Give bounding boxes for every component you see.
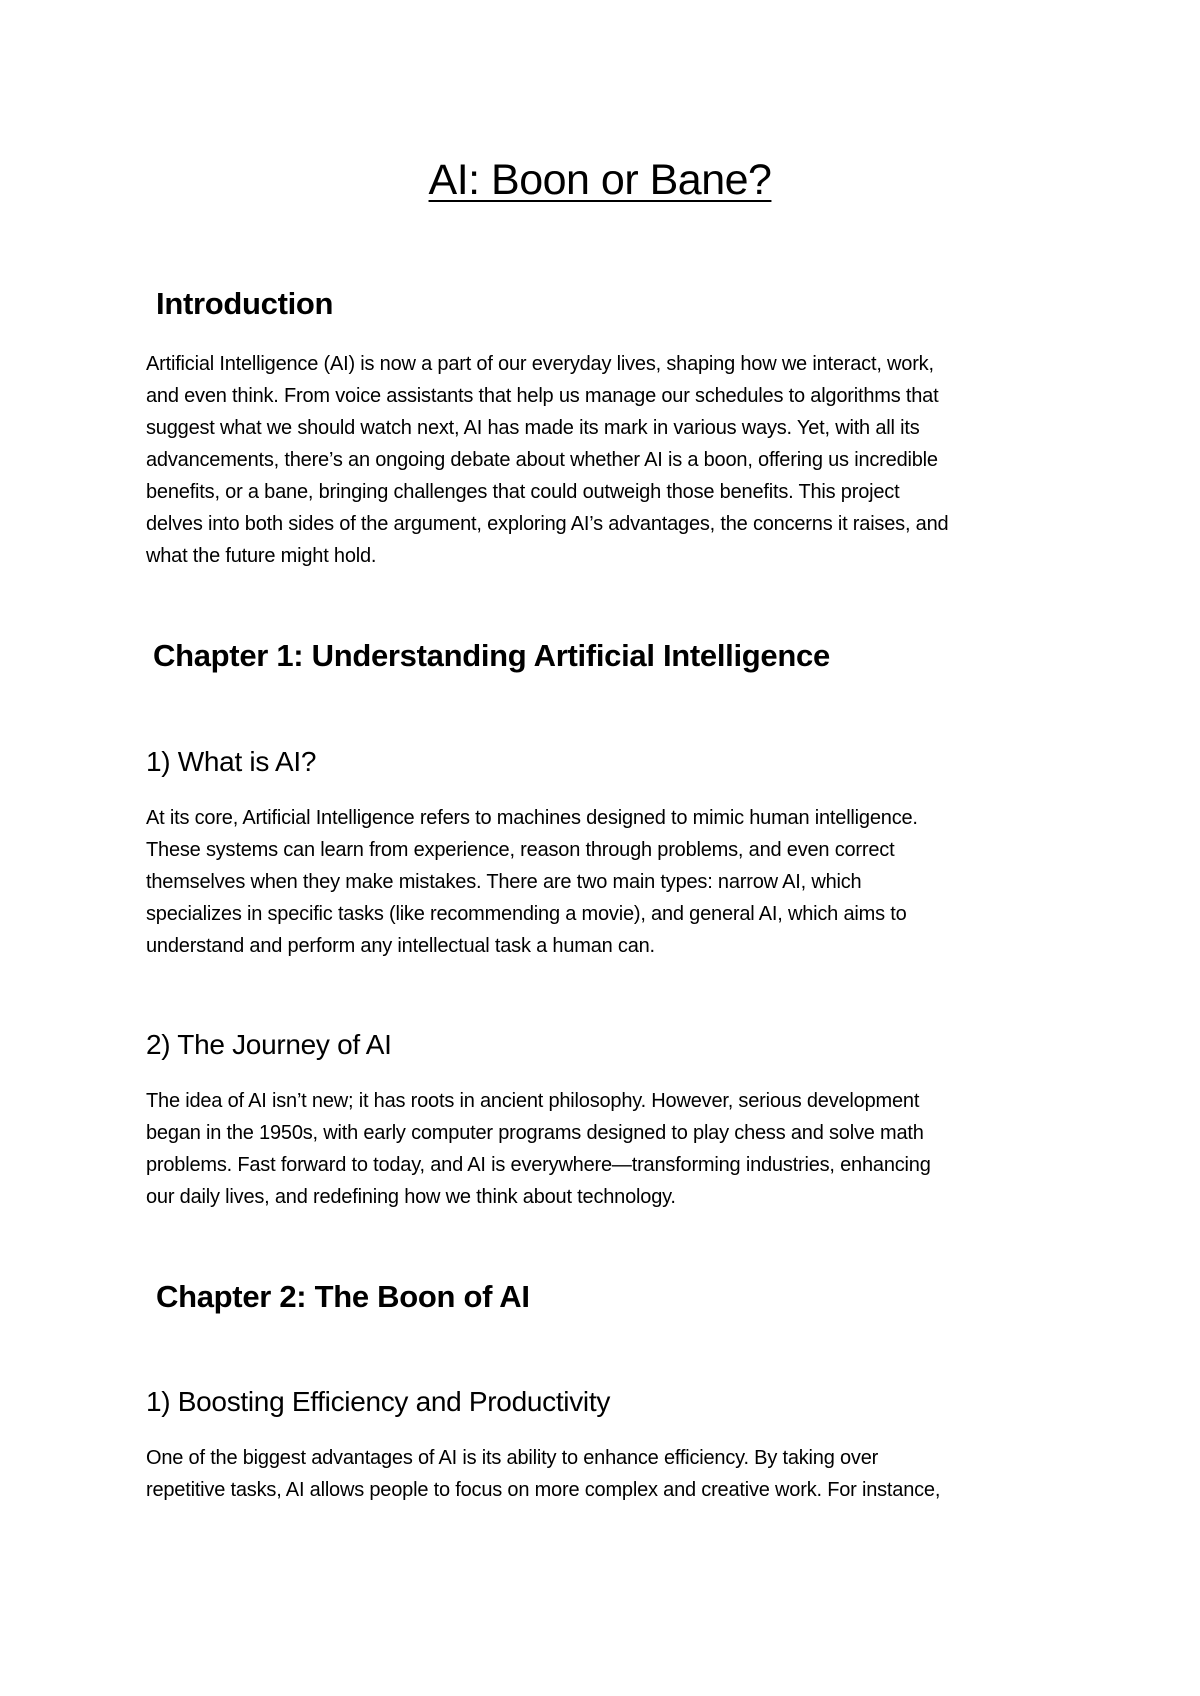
paragraph-line: delves into both sides of the argument, exploring AI’s advantages, the concerns it raises, and	[146, 513, 949, 535]
paragraph-line: understand and perform any intellectual task a human can.	[146, 935, 655, 957]
introduction-paragraph	[146, 348, 1076, 572]
paragraph-line: At its core, Artificial Intelligence refers to machines designed to mimic human intelligence.	[146, 807, 918, 829]
paragraph-line: repetitive tasks, AI allows people to focus on more complex and creative work. For instance,	[146, 1479, 941, 1501]
paragraph-line: These systems can learn from experience, reason through problems, and even correct	[146, 839, 895, 861]
paragraph-line: One of the biggest advantages of AI is its ability to enhance efficiency. By taking over	[146, 1447, 879, 1469]
what-is-ai-paragraph	[146, 802, 1076, 962]
paragraph-line: Artificial Intelligence (AI) is now a part of our everyday lives, shaping how we interact, work,	[146, 353, 934, 375]
introduction-heading: Introduction	[156, 286, 334, 321]
paragraph-line: The idea of AI isn’t new; it has roots in ancient philosophy. However, serious development	[146, 1090, 920, 1112]
document-title: AI: Boon or Bane?	[428, 156, 772, 204]
paragraph-line: what the future might hold.	[146, 545, 377, 567]
chapter-2-heading: Chapter 2: The Boon of AI	[156, 1279, 530, 1314]
paragraph-line: suggest what we should watch next, AI has made its mark in various ways. Yet, with all its	[146, 417, 920, 439]
boosting-efficiency-paragraph	[146, 1442, 1076, 1506]
journey-of-ai-paragraph	[146, 1085, 1076, 1213]
paragraph-line: themselves when they make mistakes. There are two main types: narrow AI, which	[146, 871, 862, 893]
paragraph-line: our daily lives, and redefining how we think about technology.	[146, 1186, 676, 1208]
paragraph-line: advancements, there’s an ongoing debate about whether AI is a boon, offering us incredible	[146, 449, 938, 471]
paragraph-line: problems. Fast forward to today, and AI is everywhere—transforming industries, enhancing	[146, 1154, 931, 1176]
paragraph-line: and even think. From voice assistants that help us manage our schedules to algorithms that	[146, 385, 939, 407]
section-what-is-ai-heading: 1) What is AI?	[146, 746, 317, 777]
chapter-1-heading: Chapter 1: Understanding Artificial Intelligence	[153, 638, 830, 673]
paragraph-line: began in the 1950s, with early computer programs designed to play chess and solve math	[146, 1122, 924, 1144]
paragraph-line: benefits, or a bane, bringing challenges that could outweigh those benefits. This project	[146, 481, 900, 503]
section-journey-of-ai-heading: 2) The Journey of AI	[146, 1029, 392, 1060]
section-boosting-efficiency-heading: 1) Boosting Efficiency and Productivity	[146, 1386, 611, 1417]
paragraph-line: specializes in specific tasks (like recommending a movie), and general AI, which aims to	[146, 903, 907, 925]
